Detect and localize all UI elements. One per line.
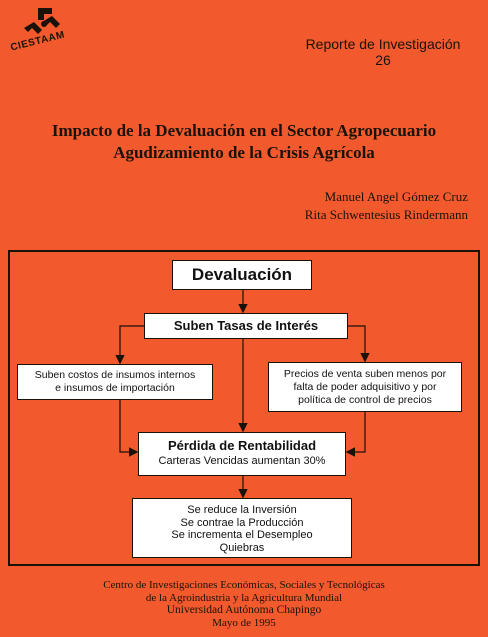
footer-line-3: Universidad Autónoma Chapingo	[166, 604, 322, 616]
consecuencias-box	[132, 498, 352, 558]
report-label	[298, 36, 468, 68]
footer-line-1: Centro de Investigaciones Económicas, Sociales y Tecnológicas	[103, 579, 385, 591]
precios-box	[268, 362, 462, 412]
title-line-1: Impacto de la Devaluación en el Sector Agropecuario	[51, 121, 437, 140]
title-line-2: Agudizamiento de la Crisis Agrícola	[113, 143, 375, 162]
footer-line-4: Mayo de 1995	[212, 616, 276, 629]
costos-line-2: e insumos de importación	[55, 382, 175, 394]
precios-line-3: política de control de precios	[298, 394, 432, 406]
consecuencia-2: Se contrae la Producción	[180, 516, 304, 529]
author-2: Rita Schwentesius Rindermann	[304, 207, 468, 222]
report-title: Reporte de Investigación	[305, 36, 461, 52]
costos-box	[17, 364, 213, 400]
author-1: Manuel Angel Gómez Cruz	[324, 189, 468, 204]
consecuencia-4: Quiebras	[219, 541, 265, 554]
precios-line-1: Precios de venta suben menos por	[283, 368, 447, 380]
perdida-title: Pérdida de Rentabilidad	[167, 438, 317, 453]
precios-line-2: falta de poder adquisitivo y por	[293, 381, 437, 393]
perdida-subtitle: Carteras Vencidas aumentan 30%	[158, 455, 326, 467]
consecuencia-1: Se reduce la Inversión	[187, 504, 297, 516]
document-title	[0, 120, 488, 164]
costos-line-1: Suben costos de insumos internos	[34, 369, 196, 381]
logo-text: CIESTAAM	[9, 29, 66, 54]
institution-footer	[0, 579, 488, 629]
tasas-box: Suben Tasas de Interés	[144, 313, 348, 339]
authors	[305, 188, 468, 224]
devaluacion-box: Devaluación	[172, 260, 312, 290]
perdida-box	[138, 432, 346, 476]
report-number: 26	[375, 52, 391, 68]
consecuencia-3: Se incrementa el Desempleo	[171, 529, 313, 541]
footer-line-2: de la Agroindustria y la Agricultura Mundial	[145, 591, 343, 604]
